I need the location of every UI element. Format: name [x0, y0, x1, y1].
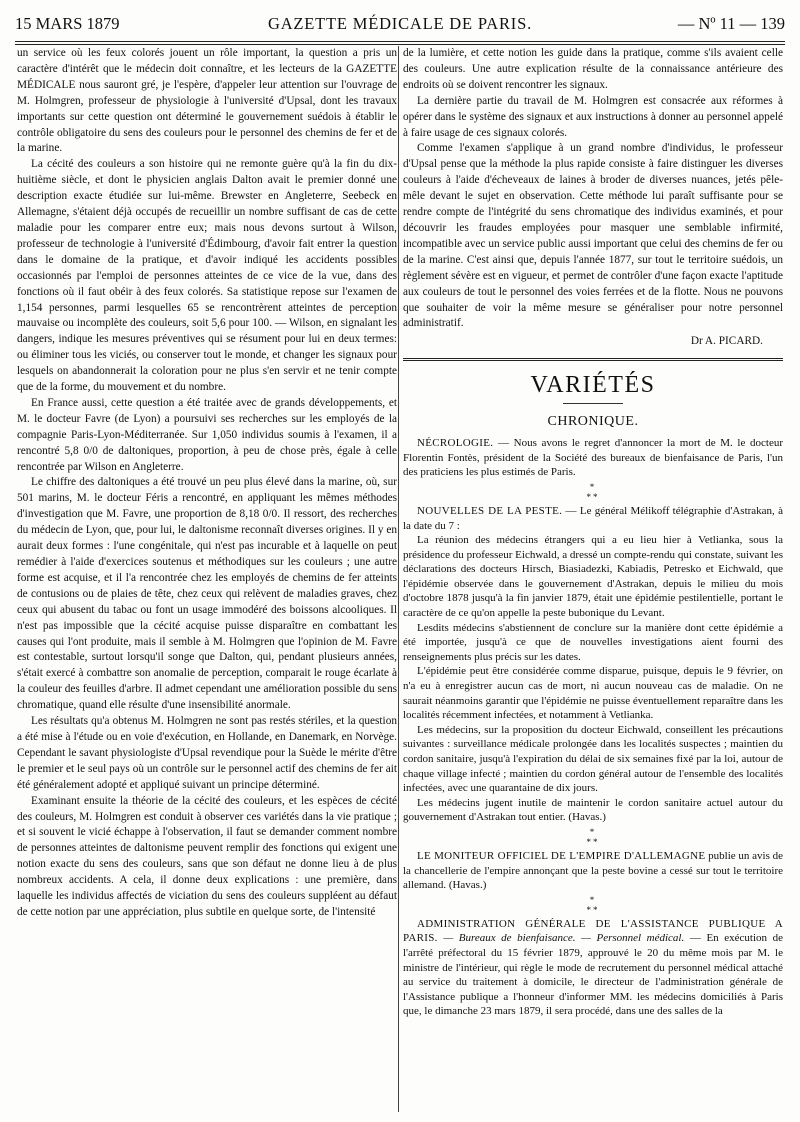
peste-paragraph: L'épidémie peut être considérée comme disparue, puisque, depuis le 9 février, on n'a eu à enregistrer aucun cas de mort, ni aucun nouveau cas de maladie. On ne saurait néanmoins garantir que l'épidémie ne puisse éventuellement reparaître dans les localités récemment infectées, et notamment à Vetlianka. [403, 665, 783, 722]
peste-paragraph: Les médecins jugent inutile de maintenir le cordon sanitaire actuel autour du gouvernement d'Astrakan tout entier. (Havas.) [403, 796, 783, 824]
article-paragraph: En France aussi, cette question a été traitée avec de grands développements, et M. le docteur Favre (de Lyon) a poursuivi ses recherches sur les employés de la compagnie Paris-Lyon-Méditerranée. Sur 1,050 individus soumis à l'examen, il a rencontré 5,8 0/0 de daltoniques, proportion, à peu de chose près, égale à celle rencontrée par Wilson en Angleterre. [17, 396, 397, 473]
page-header [15, 14, 785, 38]
article-paragraph: La dernière partie du travail de M. Holmgren est consacrée aux réformes à opérer dans le système des signaux et aux instructions à donner au personnel appelé à faire usage de ces signaux colorés. [403, 94, 783, 139]
title-underline [563, 403, 623, 404]
peste-label: NOUVELLES DE LA PESTE. [417, 504, 563, 517]
moniteur-text: publie un avis de la chancellerie de l'empire annonçant que la peste bovine a cessé sur tout le territoire allemand. (Havas.) [403, 849, 784, 892]
article-paragraph: Le chiffre des daltoniques a été trouvé un peu plus élevé dans la marine, où, sur 501 marins, M. le docteur Féris a rencontré, en appliquant les mêmes méthodes d'investigation que M. Favre, une proportion de 8,18 0/0. Il ressort, des recherches du médecin de Lyon, que, pour lui, le daltonisme reconnaît diverses origines. Il y en aurait deux formes : l'une congénitale, qui n'est pas incurable et à laquelle on peut remédier à l'aide d'exercices soutenus et méthodiques sur les couleurs ; une autre forme est acquise, et il l'a rencontrée chez les employés de chemins de fer atteints de contusions ou de plaies de tête, chez ceux qui relèvent de maladies graves, chez ceux qui abusent du tabac ou font un usage immodéré des boissons alcooliques. Il n'est pas impossible que la cécité acquise puisse disparaître en combattant les causes qui l'ont produite, mais il semble à M. Holmgren que l'opinion de M. Favre est contestable, surtout lorsqu'il songe que Dalton, qui, pendant plusieurs années, s'était exercé à combattre son anomalie de perception, comparait le rouge écarlate à la couleur des feuilles d'arbre. Il admet cependant une amélioration possible du sens chromatique, quand elle résulte d'une insensibilité anormale. [17, 476, 397, 712]
section-rule [403, 358, 783, 361]
article-paragraph: un service où les feux colorés jouent un rôle important, la question a pris un caractère d'intérêt que le médecin doit connaître, et les lecteurs de la GAZETTE MÉDICALE nous sauront gré, je l'espère, d'appeler leur attention sur l'ouvrage de M. Holmgren, professeur de physiologie à l'université d'Upsal, dont les travaux importants sur cette question ont déterminé le gouvernement suédois à établir le contrôle obligatoire du sens des couleurs pour le personnel des chemins de fer et de la marine. [17, 47, 397, 155]
author-signature: Dr A. PICARD. [690, 335, 763, 348]
moniteur-item [403, 849, 783, 893]
article-paragraph: Examinant ensuite la théorie de la cécité des couleurs, et les espèces de cécité des couleurs, M. Holmgren est conduit à observer ces variétés dans la vie pratique ; et si souvent le vicié échappe à l'observation, il faut se demander comment nombre de personnes atteintes de daltonisme peuvent remplir des fonctions qui exigent une notion exacte du sens des couleurs, sans que son défaut ne donne lieu à de plus nombreux accidents. A cela, il donne deux explications : une première, dans laquelle les individus affectés de viciation du sens des couleurs suppléent au défaut de cette notion par une appréciation, plus subtile en quelque sorte, de l'intensité [17, 794, 397, 918]
article-paragraph: Comme l'examen s'applique à un grand nombre d'individus, le professeur d'Upsal pense que la méthode la plus rapide consiste à faire distinguer les diverses couleurs à l'aide d'écheveaux de laines à broder de diverses nuances, jetés pêle-mêle devant le sujet en observation. Cette méthode lui paraît suffisante pour se rendre compte de l'intégrité du sens chromatique des individus examinés, et pour découvrir les fraudes employées pour masquer une semblable infirmité, incompatible avec un service public aussi important que celui des chemins de fer ou de la marine. C'est ainsi que, depuis l'année 1877, sur tout le territoire suédois, un règlement sévère est en vigueur, et permet de contrôler d'une façon exacte l'aptitude aux couleurs de tout le personnel des voies ferrées et de la flotte. Nous ne pouvons que souhaiter de voir la même mesure se généraliser pour notre personnel administratif. [403, 142, 783, 330]
issue-date: 15 MARS 1879 [15, 14, 120, 33]
necrologie-label: NÉCROLOGIE. [417, 437, 494, 450]
necrologie-item [403, 436, 783, 480]
section-subtitle: CHRONIQUE. [547, 414, 639, 430]
assistance-sub: — Bureaux de bienfaisance. — Personnel médical. [443, 932, 685, 945]
necrologie-text: — Nous avons le regret d'annoncer la mort de M. le docteur Florentin Fontès, président de la Société des bureaux de bienfaisance de Paris, l'un des praticiens les plus estimés de Paris. [403, 437, 783, 479]
assistance-label: ADMINISTRATION GÉNÉRALE DE L'ASSISTANCE PUBLIQUE A PARIS. [403, 917, 783, 945]
column-divider [398, 46, 399, 1112]
peste-item [403, 504, 783, 533]
peste-paragraph: Les médecins, sur la proposition du docteur Eichwald, conseillent les précautions suivantes : surveillance médicale prolongée dans les localités suspectes ; maintien du cordon sanitaire, jusqu'à l'expiration du délai de six semaines fixé par la loi, autour de chaque village infecté ; maintien du cordon général autour de l'ensemble des localités infectées, avec une quarantaine de dix jours. [403, 723, 783, 795]
separator-stars: * ** [586, 481, 600, 502]
header-rule [15, 41, 785, 45]
issue-number: — Nº 11 — 139 [677, 14, 785, 33]
assistance-item [403, 917, 783, 1019]
moniteur-label: LE MONITEUR OFFICIEL DE L'EMPIRE D'ALLEMAGNE [417, 849, 706, 862]
article-paragraph: Les résultats qu'a obtenus M. Holmgren ne sont pas restés stériles, et la question a été mise à l'étude ou en voie d'exécution, en Hollande, en Danemark, en Norvège. Cependant le savant physiologiste d'Upsal revendique pour la Suède le mérite d'être le premier et le seul pays où un contrôle sur le personnel actif des chemins de fer ait été généralement adopté et appliqué suivant un principe déterminé. [17, 715, 397, 791]
peste-paragraph: La réunion des médecins étrangers qui a eu lieu hier à Vetlianka, sous la présidence du professeur Eichwald, a dressé un compte-rendu qui constate, suivant les déclarations des docteurs Hirsch, Biasiadezki, Kabiadis, Petresko et Eichwald, que l'épidémie observée dans le gouvernement d'Astrakan, depuis le milieu du mois d'octobre 1878 jusqu'à la fin janvier 1879, était une épidémie pestilentielle, portant le caractère de ce qu'on appelle la peste bubonique du Levant. [403, 534, 783, 620]
article-paragraph: de la lumière, et cette notion les guide dans la pratique, comme s'ils avaient celle des couleurs. Une autre explication résulte de la connaissance antérieure des endroits où se doivent rencontrer les signaux. [403, 47, 783, 91]
article-paragraph: La cécité des couleurs a son histoire qui ne remonte guère qu'à la fin du dix-huitième siècle, et dont le physicien anglais Dalton avait le premier donné une description exacte étudiée sur lui-même. Brewster en Angleterre, Seebeck en Allemagne, s'étaient déjà occupés de recueillir un nombre suffisant de cas de cette maladie pour les comparer entre eux; mais nous devons surtout à Wilson, professeur de technologie à l'université d'Édimbourg, d'avoir fait entrer la question dans le domaine de la pratique, et d'avoir indiqué les accidents possibles occasionnés par l'emploi de personnes atteintes de ce vice de la vue, dans des fonctions où il faut obéir à des feux colorés. Sa statistique repose sur l'examen de 1,154 personnes, parmi lesquelles 65 se rencontrèrent atteintes de perception mauvaise ou incomplète des couleurs, soit 5,6 pour 100. — Wilson, en signalant les dangers, indique les mesures préventives qui se résument pour lui en deux termes: ou éliminer tous les viciés, ou conserver tout le monde, et changer les signaux pour lesquels on abandonnerait la coloration pour ne plus s'en servir et ne tenir compte que de la forme, du mouvement et du nombre. [17, 158, 397, 394]
separator-stars: * ** [586, 826, 600, 847]
separator-stars: * ** [586, 894, 600, 915]
right-column [403, 46, 783, 1019]
publication-title: GAZETTE MÉDICALE DE PARIS. [267, 14, 532, 33]
assistance-text: — En exécution de l'arrêté préfectoral du 15 février 1879, approuvé le 20 du même mois par M. le ministre de l'intérieur, qui règle le mode de recrutement du personnel médical attaché au service du traitement à domicile, le directeur de l'administration générale de l'Assistance publique a l'honneur d'informer MM. les médecins domiciliés à Paris que, le dimanche 23 mars 1879, il sera procédé, dans une des salles de la [403, 932, 784, 1018]
left-column [17, 46, 397, 1111]
peste-intro: — Le général Mélikoff télégraphie d'Astrakan, à la date du 7 : [403, 504, 784, 532]
section-title: VARIÉTÉS [530, 372, 656, 399]
peste-paragraph: Lesdits médecins s'abstiennent de conclure sur la manière dont cette épidémie a été importée, jusqu'à ce que de nouvelles investigations aient fourni des renseignements plus précis sur les dates. [403, 621, 783, 663]
